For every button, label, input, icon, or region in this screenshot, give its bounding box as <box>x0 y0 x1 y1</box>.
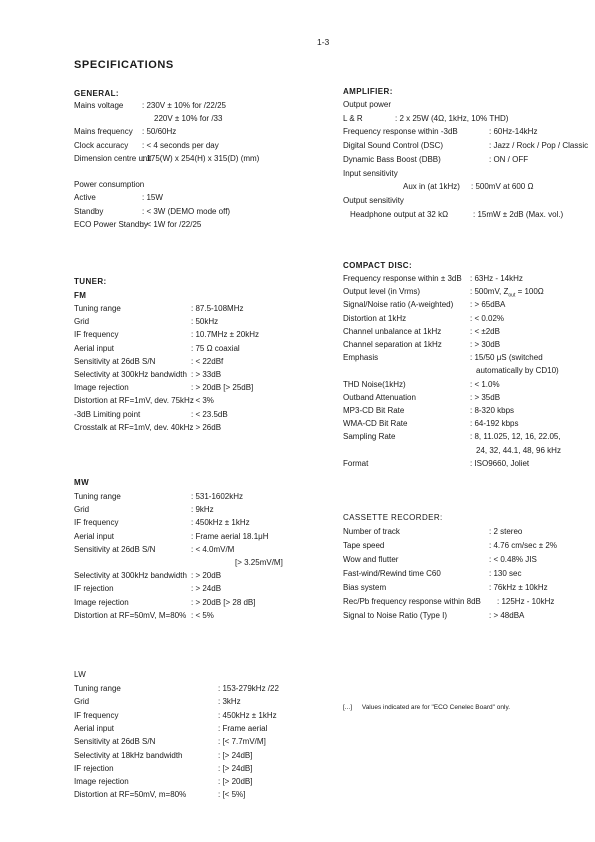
fm-row-label: -3dB Limiting point <box>74 409 141 419</box>
footnote-marker: [...] <box>343 704 353 711</box>
cassette-row-value: : < 0.48% JIS <box>489 555 537 564</box>
lw-heading: LW <box>74 670 87 679</box>
cd-row-value-sub: out <box>508 292 516 299</box>
lw-row-label: Distortion at RF=50mV, m=80% <box>74 790 187 800</box>
general-row-label: Standby <box>74 206 104 216</box>
lw-row-value: : 153-279kHz /22 <box>218 684 279 693</box>
fm-row-label: Grid <box>74 317 90 327</box>
cd-row-value: : < 1.0% <box>470 379 500 389</box>
cd-row-label: Channel unbalance at 1kHz <box>343 326 442 336</box>
cd-row-value: automatically by CD10) <box>476 366 559 376</box>
mw-row-value: : > 20dB [> 28 dB] <box>191 597 256 607</box>
mw-row-label: IF frequency <box>74 518 119 528</box>
general-row-label: Mains frequency <box>74 127 133 137</box>
cd-row-label: Output level (in Vrms) <box>343 287 421 297</box>
fm-row-label: IF frequency <box>74 330 119 340</box>
mw-row-value: [> 3.25mV/M] <box>235 558 283 567</box>
general-row-label: Mains voltage <box>74 101 124 110</box>
mw-row-value: : 9kHz <box>191 505 214 515</box>
cassette-row-label: Tape speed <box>343 541 385 550</box>
cd-row-label: Signal/Noise ratio (A-weighted) <box>343 300 454 310</box>
cd-row-value: : ISO9660, Joliet <box>470 458 530 468</box>
amplifier-row-value: : 2 x 25W (4Ω, 1kHz, 10% THD) <box>395 113 509 123</box>
cd-row-value: : 15/50 μS (switched <box>470 353 543 363</box>
general-row-value: : 50/60Hz <box>142 127 177 137</box>
fm-row-value: : > 33dB <box>191 370 222 379</box>
lw-row-label: Sensitivity at 26dB S/N <box>74 737 156 747</box>
cd-row-label: Format <box>343 458 369 468</box>
lw-row-label: Tuning range <box>74 684 121 693</box>
cd-row-label: Channel separation at 1kHz <box>343 340 442 349</box>
amplifier-row-label: Digital Sound Control (DSC) <box>343 141 444 151</box>
cassette-row-value: : 125Hz - 10kHz <box>497 597 555 606</box>
page-title: SPECIFICATIONS <box>74 59 174 71</box>
cd-row-value <box>470 287 544 301</box>
cassette-heading: CASSETTE RECORDER: <box>343 513 443 522</box>
cassette-row-value: : 2 stereo <box>489 527 523 536</box>
cd-row-value: : 64-192 kbps <box>470 419 519 429</box>
cd-row-value: : < 0.02% <box>470 313 505 323</box>
lw-row-label: IF rejection <box>74 763 114 773</box>
cassette-row-value: : 76kHz ± 10kHz <box>489 583 548 592</box>
mw-row-value: : > 20dB <box>191 571 222 581</box>
general-row-value: : < 4 seconds per day <box>142 140 219 150</box>
fm-row-value: : < 3% <box>191 396 214 406</box>
amplifier-row-label: Aux in (at 1kHz) <box>403 182 460 192</box>
general-row-label: Power consumption <box>74 180 145 190</box>
cd-row-value-tail: = 100Ω <box>515 287 544 297</box>
amplifier-heading: AMPLIFIER: <box>343 87 393 96</box>
cassette-row-label: Fast-wind/Rewind time C60 <box>343 569 441 578</box>
cd-row-label: Outband Attenuation <box>343 392 416 402</box>
general-row-label: Active <box>74 193 96 203</box>
general-row-label: ECO Power Standby <box>74 219 148 229</box>
cassette-row-value: : 130 sec <box>489 569 522 578</box>
mw-row-label: Sensitivity at 26dB S/N <box>74 544 156 554</box>
amplifier-row-value: : 500mV at 600 Ω <box>471 182 534 192</box>
fm-row-value: : > 20dB [> 25dB] <box>191 383 254 393</box>
cd-row-label: Frequency response within ± 3dB <box>343 274 462 283</box>
cd-row-label: Emphasis <box>343 353 379 363</box>
mw-row-value: : 531-1602kHz <box>191 492 244 501</box>
mw-row-label: Image rejection <box>74 597 129 607</box>
lw-row-label: Grid <box>74 697 90 707</box>
fm-heading: FM <box>74 291 87 300</box>
tuner-heading: TUNER: <box>74 277 107 286</box>
general-row-value: : < 3W (DEMO mode off) <box>142 206 231 216</box>
mw-row-value: : 450kHz ± 1kHz <box>191 518 250 528</box>
mw-row-label: Grid <box>74 505 90 515</box>
general-row-label: Clock accuracy <box>74 140 129 150</box>
fm-row-value: : 50kHz <box>191 317 219 327</box>
general-row-value: : 230V ± 10% for /22/25 <box>142 101 226 110</box>
cd-row-value-text: : 500mV, Z <box>470 287 509 297</box>
fm-row-label: Aerial input <box>74 343 115 353</box>
fm-row-label: Tuning range <box>74 304 121 313</box>
amplifier-row-value: : ON / OFF <box>489 154 529 164</box>
fm-row-value: : > 26dB <box>191 422 222 432</box>
fm-row-value: : < 23.5dB <box>191 409 228 419</box>
cd-heading: COMPACT DISC: <box>343 261 413 270</box>
lw-row-value: : [> 24dB] <box>218 750 253 760</box>
fm-row-value: : 75 Ω coaxial <box>191 343 240 353</box>
lw-row-value: : [> 24dB] <box>218 763 253 773</box>
cassette-row-label: Wow and flutter <box>343 555 399 564</box>
amplifier-row-value: : 60Hz-14kHz <box>489 127 538 137</box>
footnote <box>343 704 510 711</box>
cd-row-value: : > 30dB <box>470 340 501 349</box>
lw-row-value: : 450kHz ± 1kHz <box>218 710 277 720</box>
mw-row-value: : < 4.0mV/M <box>191 544 235 554</box>
fm-row-label: Distortion at RF=1mV, dev. 75kHz <box>74 396 194 406</box>
general-row-value: : 15W <box>142 193 163 203</box>
cd-row-value: : < ±2dB <box>470 326 500 336</box>
fm-row-label: Sensitivity at 26dB S/N <box>74 356 156 366</box>
amplifier-row-label: Dynamic Bass Boost (DBB) <box>343 154 441 164</box>
lw-row-value: : [> 20dB] <box>218 777 253 787</box>
fm-row-value: : 10.7MHz ± 20kHz <box>191 330 259 340</box>
cassette-row-label: Bias system <box>343 583 387 592</box>
mw-row-value: : Frame aerial 18.1μH <box>191 531 269 541</box>
fm-row-label: Crosstalk at RF=1mV, dev. 40kHz <box>74 422 194 432</box>
cd-row-label: WMA-CD Bit Rate <box>343 419 408 429</box>
amplifier-row-label: Frequency response within -3dB <box>343 127 458 137</box>
mw-row-value: : > 24dB <box>191 584 222 594</box>
mw-row-label: IF rejection <box>74 584 114 594</box>
fm-row-value: : 87.5-108MHz <box>191 304 244 313</box>
general-row-value: 220V ± 10% for /33 <box>154 114 223 124</box>
cd-row-label: Distortion at 1kHz <box>343 313 407 323</box>
fm-row-value: : < 22dBf <box>191 356 224 366</box>
mw-row-value: : < 5% <box>191 610 214 620</box>
amplifier-row-label: L & R <box>343 113 363 123</box>
cd-row-label: THD Noise(1kHz) <box>343 379 406 389</box>
lw-row-label: Aerial input <box>74 723 115 733</box>
cd-row-value: : > 35dB <box>470 392 501 402</box>
mw-heading: MW <box>74 478 90 487</box>
amplifier-row-value: : Jazz / Rock / Pop / Classic <box>489 141 589 151</box>
cd-row-label: Sampling Rate <box>343 432 396 442</box>
cd-row-value: : 63Hz - 14kHz <box>470 274 523 283</box>
lw-row-value: : [< 5%] <box>218 790 246 800</box>
cd-row-value: : 8, 11.025, 12, 16, 22.05, <box>470 432 561 442</box>
page-number: 1-3 <box>317 37 330 47</box>
amplifier-row-label: Output power <box>343 100 392 109</box>
lw-row-value: : 3kHz <box>218 697 241 707</box>
lw-row-value: : Frame aerial <box>218 723 268 733</box>
cassette-row-label: Number of track <box>343 527 400 536</box>
footnote-text: Values indicated are for "ECO Cenelec Board" only. <box>361 704 511 711</box>
amplifier-row-label: Headphone output at 32 kΩ <box>350 209 449 219</box>
general-row-value: : < 1W for /22/25 <box>142 219 202 229</box>
cd-row-value: 24, 32, 44.1, 48, 96 kHz <box>476 445 561 455</box>
amplifier-row-label: Output sensitivity <box>343 195 404 205</box>
cd-row-value: : 8-320 kbps <box>470 406 515 415</box>
amplifier-row-label: Input sensitivity <box>343 168 398 178</box>
mw-row-label: Distortion at RF=50mV, M=80% <box>74 610 187 620</box>
general-row-value: : 175(W) x 254(H) x 315(D) (mm) <box>142 153 260 163</box>
cd-row-value: : > 65dBA <box>470 300 506 310</box>
lw-row-label: Image rejection <box>74 777 129 787</box>
cd-row-label: MP3-CD Bit Rate <box>343 406 405 415</box>
general-heading: GENERAL: <box>74 89 119 98</box>
mw-row-label: Aerial input <box>74 531 115 541</box>
general-row-label: Dimension centre unit <box>74 153 152 163</box>
fm-row-label: Image rejection <box>74 383 129 393</box>
mw-row-label: Selectivity at 300kHz bandwidth <box>74 571 187 581</box>
lw-row-label: Selectivity at 18kHz bandwidth <box>74 750 183 760</box>
cassette-row-label: Signal to Noise Ratio (Type I) <box>343 611 448 620</box>
amplifier-row-value: : 15mW ± 2dB (Max. vol.) <box>473 209 564 219</box>
lw-row-label: IF frequency <box>74 710 119 720</box>
mw-row-label: Tuning range <box>74 492 121 501</box>
cassette-row-label: Rec/Pb frequency response within 8dB <box>343 597 481 606</box>
lw-row-value: : [< 7.7mV/M] <box>218 737 266 747</box>
cassette-row-value: : > 48dBA <box>489 611 525 620</box>
fm-row-label: Selectivity at 300kHz bandwidth <box>74 370 187 379</box>
cassette-row-value: : 4.76 cm/sec ± 2% <box>489 541 557 550</box>
